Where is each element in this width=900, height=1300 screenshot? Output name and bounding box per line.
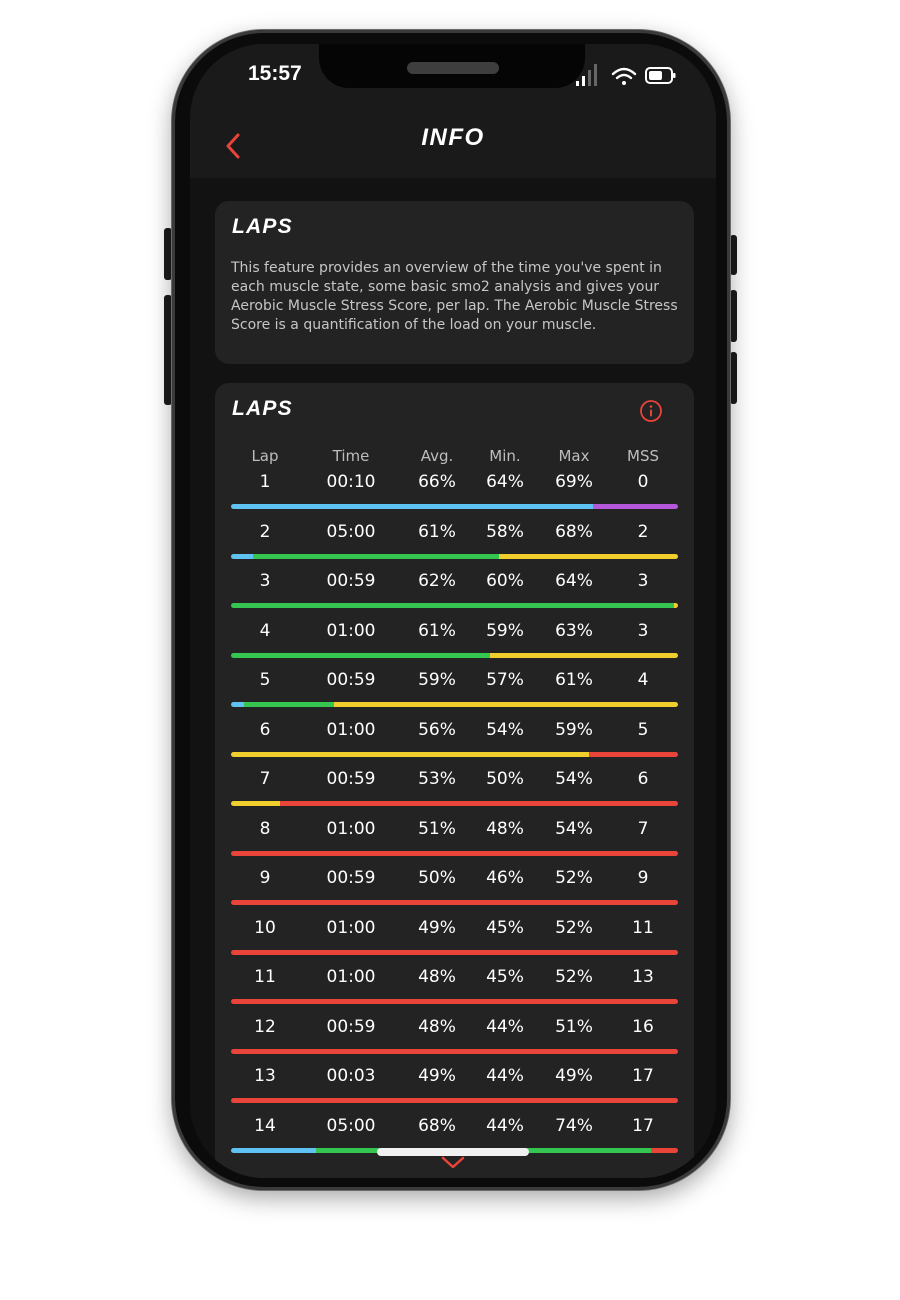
- cell-min: 64%: [486, 472, 524, 492]
- cell-mss: 5: [637, 719, 649, 740]
- cell-time: 01:00: [326, 917, 376, 938]
- cell-max: 68%: [555, 521, 593, 542]
- cell-min: 58%: [486, 521, 524, 542]
- side-button-3: [730, 352, 737, 404]
- cell-avg: 56%: [418, 719, 456, 740]
- cell-avg: 66%: [418, 472, 456, 492]
- chevron-down-icon[interactable]: [440, 1156, 466, 1170]
- cell-max: 52%: [555, 917, 593, 938]
- cell-avg: 48%: [418, 967, 456, 987]
- cell-max: 54%: [555, 769, 593, 789]
- column-header-mss: MSS: [627, 447, 659, 465]
- cell-min: 48%: [486, 818, 524, 839]
- cell-lap: 1: [259, 472, 271, 492]
- bar-segment-yellow: [490, 653, 678, 658]
- cell-min: 44%: [486, 1115, 524, 1136]
- bar-segment-green: [244, 702, 333, 707]
- muscle-state-bar: [231, 950, 678, 955]
- cell-lap: 14: [254, 1115, 276, 1136]
- cell-mss: 17: [632, 1066, 654, 1086]
- laps-card: [215, 383, 694, 1178]
- cell-min: 60%: [486, 571, 524, 591]
- cell-max: 49%: [555, 1066, 593, 1086]
- cell-lap: 12: [254, 1016, 276, 1037]
- column-header-min: Min.: [489, 447, 521, 465]
- cell-mss: 6: [637, 769, 649, 789]
- cell-time: 00:59: [326, 670, 376, 690]
- muscle-state-bar: [231, 702, 678, 707]
- wifi-icon: [613, 69, 635, 85]
- home-indicator[interactable]: [377, 1148, 529, 1156]
- cell-lap: 8: [259, 818, 271, 839]
- cell-min: 54%: [486, 719, 524, 740]
- cell-min: 44%: [486, 1016, 524, 1037]
- cell-mss: 17: [632, 1115, 654, 1136]
- bar-segment-red: [231, 1098, 678, 1103]
- side-button-2: [730, 290, 737, 342]
- bar-segment-yellow: [231, 752, 589, 757]
- laps-table: [215, 383, 694, 1178]
- column-header-lap: Lap: [251, 447, 279, 465]
- cell-lap: 9: [259, 868, 271, 888]
- cell-mss: 4: [637, 670, 649, 690]
- cell-avg: 49%: [418, 1066, 456, 1086]
- phone-screen: [190, 44, 716, 1178]
- muscle-state-bar: [231, 851, 678, 856]
- cell-time: 00:59: [326, 1016, 376, 1037]
- bar-segment-blue: [231, 702, 244, 707]
- cell-max: 51%: [555, 1016, 593, 1037]
- silent-switch: [164, 228, 172, 280]
- earpiece-speaker: [407, 62, 499, 74]
- cell-mss: 13: [632, 967, 654, 987]
- cell-avg: 59%: [418, 670, 456, 690]
- cell-time: 00:59: [326, 571, 376, 591]
- cell-max: 54%: [555, 818, 593, 839]
- bar-segment-red: [231, 851, 678, 856]
- cell-lap: 3: [259, 571, 271, 591]
- power-button: [730, 235, 737, 275]
- cell-mss: 2: [637, 521, 649, 542]
- cell-avg: 68%: [418, 1115, 456, 1136]
- cell-avg: 49%: [418, 917, 456, 938]
- cell-time: 01:00: [326, 967, 376, 987]
- bar-segment-red: [651, 1148, 678, 1153]
- bar-segment-yellow: [334, 702, 678, 707]
- muscle-state-bar: [231, 653, 678, 658]
- cell-mss: 3: [637, 571, 649, 591]
- cell-time: 00:59: [326, 769, 376, 789]
- bar-segment-green: [231, 653, 490, 658]
- cell-lap: 10: [254, 917, 276, 938]
- muscle-state-bar: [231, 554, 678, 559]
- cell-min: 50%: [486, 769, 524, 789]
- cell-min: 59%: [486, 620, 524, 641]
- bar-segment-blue: [231, 554, 253, 559]
- cell-min: 46%: [486, 868, 524, 888]
- info-card-title: LAPS: [232, 215, 293, 238]
- cell-mss: 16: [632, 1016, 654, 1037]
- battery-icon: [646, 68, 676, 83]
- bar-segment-blue: [231, 1148, 316, 1153]
- cell-lap: 2: [259, 521, 271, 542]
- cell-time: 00:59: [326, 868, 376, 888]
- cell-lap: 7: [259, 769, 271, 789]
- volume-up-button: [164, 295, 172, 405]
- cell-avg: 51%: [418, 818, 456, 839]
- muscle-state-bar: [231, 801, 678, 806]
- cell-time: 01:00: [326, 818, 376, 839]
- status-time: 15:57: [248, 62, 302, 85]
- muscle-state-bar: [231, 1049, 678, 1054]
- top-nav-bar: [190, 116, 716, 178]
- cell-mss: 0: [637, 472, 649, 492]
- muscle-state-bar: [231, 1098, 678, 1103]
- signal-icon: [576, 64, 597, 86]
- bar-segment-yellow: [499, 554, 678, 559]
- cell-time: 05:00: [326, 1115, 376, 1136]
- cell-time: 05:00: [326, 521, 376, 542]
- cell-max: 59%: [555, 719, 593, 740]
- muscle-state-bar: [231, 900, 678, 905]
- cell-time: 00:03: [326, 1066, 376, 1086]
- status-icons: [572, 64, 682, 88]
- cell-lap: 11: [254, 967, 276, 987]
- cell-min: 57%: [486, 670, 524, 690]
- column-header-avg: Avg.: [420, 447, 454, 465]
- info-card: [215, 201, 694, 364]
- bar-segment-blue: [231, 504, 593, 509]
- cell-avg: 61%: [418, 521, 456, 542]
- bar-segment-yellow: [674, 603, 678, 608]
- bar-segment-red: [280, 801, 678, 806]
- cell-max: 64%: [555, 571, 593, 591]
- cell-avg: 53%: [418, 769, 456, 789]
- muscle-state-bar: [231, 752, 678, 757]
- cell-max: 69%: [555, 472, 593, 492]
- bar-segment-red: [231, 900, 678, 905]
- cell-avg: 50%: [418, 868, 456, 888]
- bar-segment-red: [231, 1049, 678, 1054]
- muscle-state-bar: [231, 603, 678, 608]
- cell-lap: 5: [259, 670, 271, 690]
- cell-max: 61%: [555, 670, 593, 690]
- bar-segment-red: [231, 999, 678, 1004]
- page-title: INFO: [421, 124, 485, 151]
- info-card-description: This feature provides an overview of the time you've spent in each muscle state, some basic smo2 analysis and gives your Aerobic Muscle Stress Score, per lap. The Aerobic Muscle Stress Score is a quantification of the load on your muscle.: [231, 260, 678, 333]
- laps-card-title: LAPS: [232, 397, 293, 420]
- cell-mss: 3: [637, 620, 649, 641]
- cell-mss: 9: [637, 868, 649, 888]
- cell-min: 44%: [486, 1066, 524, 1086]
- status-bar: [190, 44, 716, 116]
- muscle-state-bar: [231, 504, 678, 509]
- cell-max: 52%: [555, 967, 593, 987]
- bar-segment-red: [231, 950, 678, 955]
- bar-segment-yellow: [231, 801, 280, 806]
- column-header-time: Time: [332, 447, 370, 465]
- column-header-max: Max: [558, 447, 590, 465]
- bar-segment-green: [231, 603, 674, 608]
- cell-time: 00:10: [326, 472, 376, 492]
- cell-max: 74%: [555, 1115, 593, 1136]
- cell-avg: 61%: [418, 620, 456, 641]
- cell-lap: 6: [259, 719, 271, 740]
- bar-segment-green: [253, 554, 499, 559]
- cell-mss: 11: [632, 917, 654, 938]
- cell-min: 45%: [486, 917, 524, 938]
- cell-max: 63%: [555, 620, 593, 641]
- cell-min: 45%: [486, 967, 524, 987]
- cell-time: 01:00: [326, 620, 376, 641]
- cell-max: 52%: [555, 868, 593, 888]
- muscle-state-bar: [231, 999, 678, 1004]
- cell-mss: 7: [637, 818, 649, 839]
- cell-lap: 13: [254, 1066, 276, 1086]
- cell-avg: 62%: [418, 571, 456, 591]
- bar-segment-red: [589, 752, 678, 757]
- cell-lap: 4: [259, 620, 271, 641]
- cell-avg: 48%: [418, 1016, 456, 1037]
- bar-segment-purple: [593, 504, 678, 509]
- cell-time: 01:00: [326, 719, 376, 740]
